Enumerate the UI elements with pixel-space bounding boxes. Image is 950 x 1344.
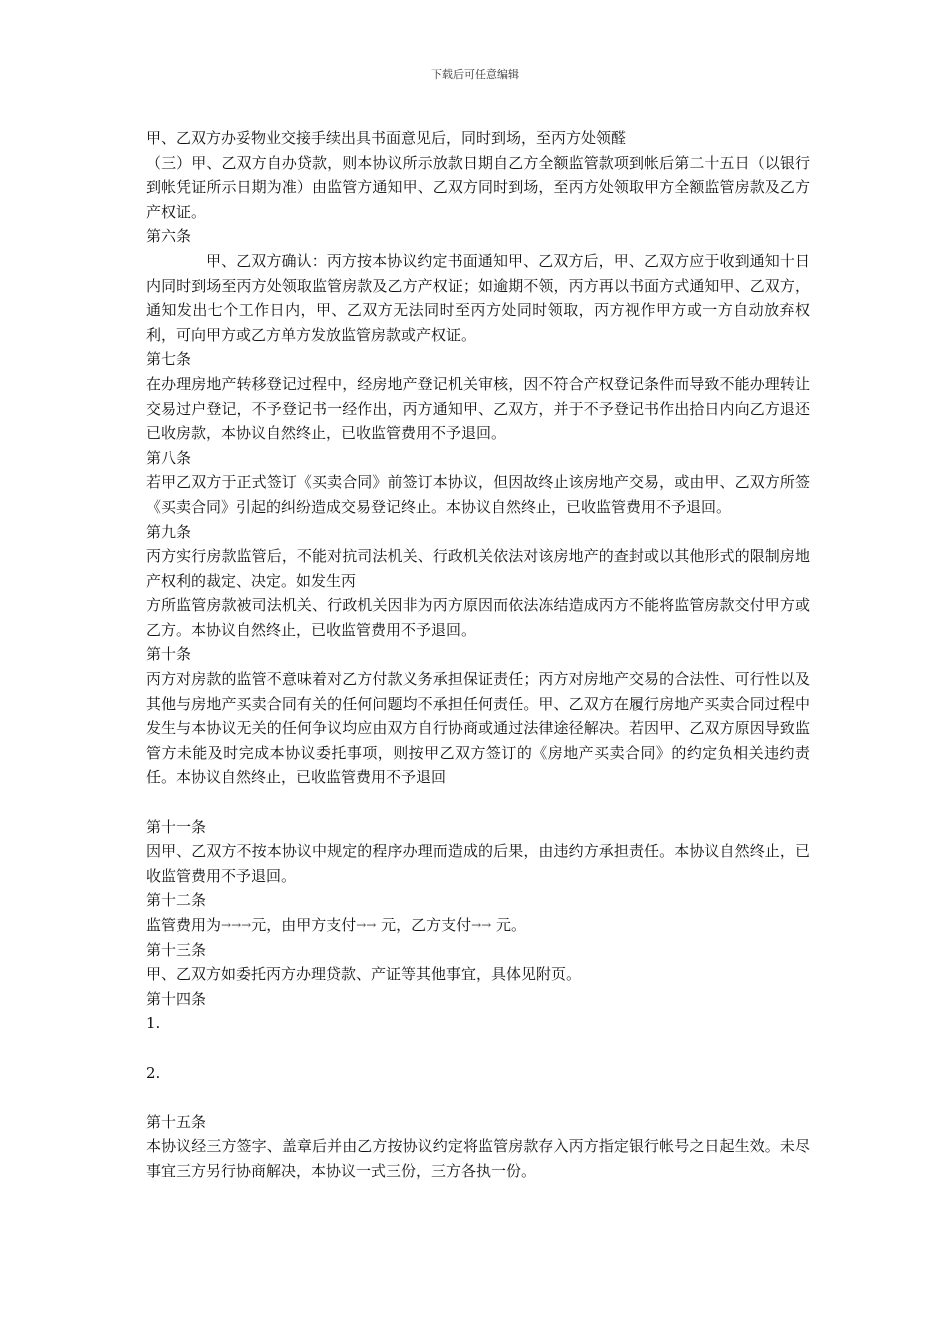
article-15-text: 本协议经三方签字、盖章后并由乙方按协议约定将监管房款存入丙方指定银行帐号之日起生效。未尽事宜三方另行协商解决，本协议一式三份，三方各执一份。 xyxy=(146,1137,810,1180)
fee-mid-2: 元，乙方支付 xyxy=(376,916,472,934)
article-7-text: 在办理房地产转移登记过程中，经房地产登记机关审核，因不符合产权登记条件而导致不能办理转让交易过户登记，不予登记书一经作出，丙方通知甲、乙双方，并于不予登记书作出拾日内向乙方退还已收房款，本协议自然终止，已收监管费用不予退回。 xyxy=(146,374,810,443)
paragraph-handover: 甲、乙双方办妥物业交接手续出具书面意见后，同时到场，至丙方处领醛 xyxy=(146,129,627,147)
fee-party-b-blank: →→ xyxy=(471,918,492,932)
article-11-heading: 第十一条 xyxy=(146,817,207,836)
article-9-heading: 第九条 xyxy=(146,522,192,541)
article-15-heading: 第十五条 xyxy=(146,1112,207,1131)
fee-prefix: 监管费用为 xyxy=(146,916,222,934)
article-13-heading: 第十三条 xyxy=(146,940,207,959)
article-10-text: 丙方对房款的监管不意味着对乙方付款义务承担保证责任；丙方对房地产交易的合法性、可行性以及其他与房地产买卖合同有关的任何问题均不承担任何责任。甲、乙双方在履行房地产买卖合同过程中发生与本协议无关的任何争议均应由双方自行协商或通过法律途径解决。若因甲、乙双方原因导致监管方未能及时完成本协议委托事项，则按甲乙双方签订的《房地产买卖合同》的约定负相关违约责任。本协议自然终止，已收监管费用不予退回 xyxy=(146,670,810,787)
article-9-text-part1: 丙方实行房款监管后，不能对抗司法机关、行政机关依法对该房地产的查封或以其他形式的限制房地产权利的裁定、决定。如发生丙 xyxy=(146,547,810,590)
article-9-text-part2: 方所监管房款被司法机关、行政机关因非为丙方原因而依法冻结造成丙方不能将监管房款交付甲方或乙方。本协议自然终止，已收监管费用不予退回。 xyxy=(146,596,810,639)
article-12-heading: 第十二条 xyxy=(146,891,207,910)
article-8-text: 若甲乙双方于正式签订《买卖合同》前签订本协议，但因故终止该房地产交易，或由甲、乙双方所签《买卖合同》引起的纠纷造成交易登记终止。本协议自然终止，已收监管费用不予退回。 xyxy=(146,473,810,516)
spacer xyxy=(146,1036,810,1061)
fee-mid-1: 元，由甲方支付 xyxy=(251,916,357,934)
document-body xyxy=(146,126,810,1184)
fee-total-blank: →→→ xyxy=(221,918,252,932)
fee-suffix: 元。 xyxy=(491,916,526,934)
page-header: 下载后可任意编辑 xyxy=(431,68,519,81)
fee-party-a-blank: →→ xyxy=(356,918,377,932)
article-14-item-2: 2. xyxy=(146,1063,161,1082)
spacer xyxy=(146,790,810,815)
article-14-item-1: 1. xyxy=(146,1014,161,1033)
article-8-heading: 第八条 xyxy=(146,448,192,467)
article-12-fee-line xyxy=(146,913,810,938)
article-7-heading: 第七条 xyxy=(146,350,192,369)
article-6-heading: 第六条 xyxy=(146,227,192,246)
article-14-heading: 第十四条 xyxy=(146,989,207,1008)
article-11-text: 因甲、乙双方不按本协议中规定的程序办理而造成的后果，由违约方承担责任。本协议自然终止，已收监管费用不予退回。 xyxy=(146,842,810,885)
paragraph-self-loan: （三）甲、乙双方自办贷款，则本协议所示放款日期自乙方全额监管款项到帐后第二十五日（以银行到帐凭证所示日期为准）由监管方通知甲、乙双方同时到场，至丙方处领取甲方全额监管房款及乙方产权证。 xyxy=(146,153,810,221)
article-13-text: 甲、乙双方如委托丙方办理贷款、产证等其他事宜，具体见附页。 xyxy=(146,965,582,984)
spacer xyxy=(146,1085,810,1110)
article-6-text: 甲、乙双方确认：丙方按本协议约定书面通知甲、乙双方后，甲、乙双方应于收到通知十日内同时到场至丙方处领取监管房款及乙方产权证；如逾期不领，丙方再以书面方式通知甲、乙双方，通知发出七个工作日内，甲、乙双方无法同时至丙方处同时领取，丙方视作甲方或一方自动放弃权利，可向甲方或乙方单方发放监管房款或产权证。 xyxy=(146,251,810,344)
article-10-heading: 第十条 xyxy=(146,645,192,664)
